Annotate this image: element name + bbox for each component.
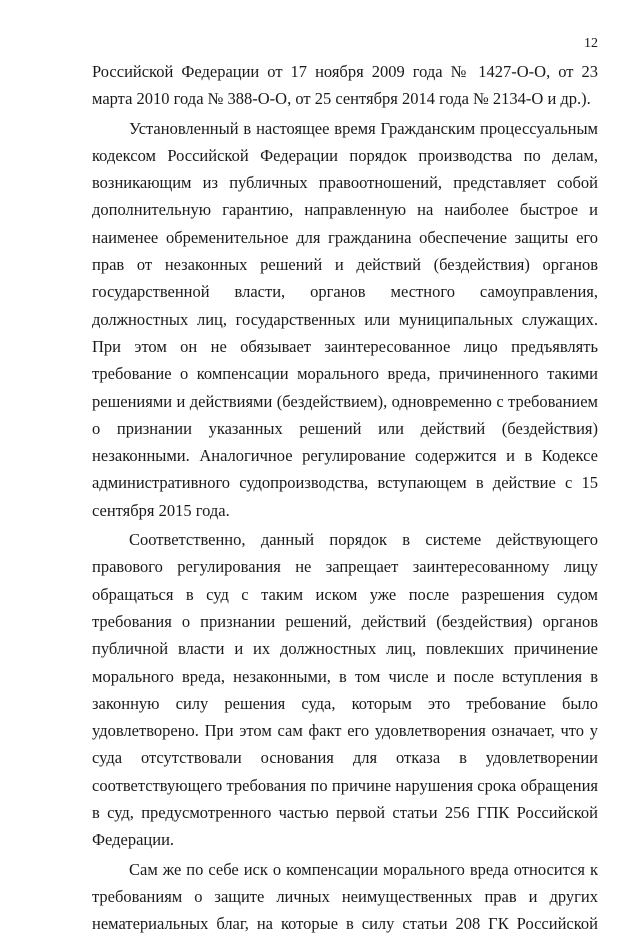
paragraph-3: Соответственно, данный порядок в системе действующего правового регулирования не запрещает заинтересованному лицу обращаться в суд с таким иском уже после разрешения судом требования о признании решений, действий (бездействия) органов публичной власти и их должностных лиц, повлекших причинение морального вреда, незаконными, в том числе и после вступления в законную силу решения суда, которым это требование было удовлетворено. При этом сам факт его удовлетворения означает, что у суда отсутствовали основания для отказа в удовлетворении соответствующего требования по причине нарушения срока обращения в суд, предусмотренного частью первой статьи 256 ГПК Российской Федерации. [92, 530, 598, 850]
paragraph-2: Установленный в настоящее время Гражданским процессуальным кодексом Российской Федерации порядок производства по делам, возникающим из публичных правоотношений, представляет собой дополнительную гарантию, направленную на наиболее быстрое и наименее обременительное для гражданина обеспечение защиты его прав от незаконных решений и действий (бездействия) органов государственной власти, органов местного самоуправления, должностных лиц, государственных или муниципальных служащих. При этом он не обязывает заинтересованное лицо предъявлять требование о компенсации морального вреда, причиненного такими решениями и действиями (бездействием), одновременно с требованием о признании указанных решений или действий (бездействия) незаконными. Аналогичное регулирование содержится и в Кодексе административного судопроизводства, вступающем в действие с 15 сентября 2015 года. [92, 118, 598, 520]
paragraph-1: Российской Федерации от 17 ноября 2009 года № 1427-О-О, от 23 марта 2010 года № 388-О-О, от 25 сентября 2014 года № 2134-О и др.). [92, 62, 598, 109]
body-text [92, 58, 598, 938]
paragraph-4: Сам же по себе иск о компенсации морального вреда относится к требованиям о защите личных неимущественных прав и других нематериальных благ, на которые в силу статьи 208 ГК Российской [92, 859, 598, 934]
page-number: 12 [584, 36, 598, 51]
